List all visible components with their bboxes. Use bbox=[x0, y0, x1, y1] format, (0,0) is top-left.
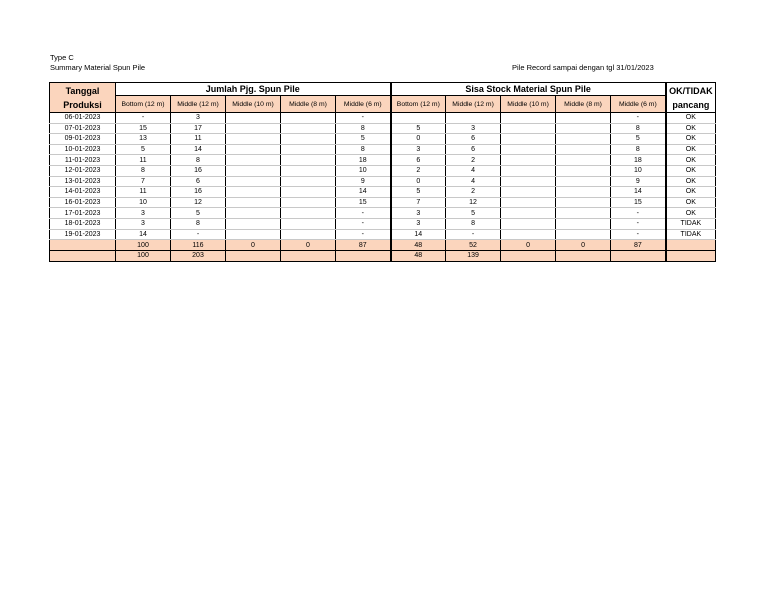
total-label-cell bbox=[50, 250, 116, 261]
spun-pile-summary-table bbox=[49, 82, 716, 262]
jumlah-cell: 3 bbox=[116, 218, 171, 229]
tanggal-header-line1: Tanggal bbox=[65, 85, 100, 96]
sisa-subheader-2: Middle (10 m) bbox=[501, 96, 556, 113]
sisa-subheader-4: Middle (6 m) bbox=[611, 96, 666, 113]
summary-label: Summary Material Spun Pile bbox=[50, 63, 146, 72]
cumulative-totals-row bbox=[50, 250, 716, 261]
table-row bbox=[50, 176, 716, 187]
ok-status-cell: TIDAK bbox=[666, 218, 716, 229]
sisa-cell: 6 bbox=[446, 134, 501, 145]
sisa-cell: 18 bbox=[611, 155, 666, 166]
date-cell: 07-01-2023 bbox=[50, 123, 116, 134]
sisa-subheader-3: Middle (8 m) bbox=[556, 96, 611, 113]
type-label: Type C bbox=[50, 53, 74, 62]
sisa-subheader-1: Middle (12 m) bbox=[446, 96, 501, 113]
table-row bbox=[50, 218, 716, 229]
sisa-cell bbox=[501, 123, 556, 134]
sisa-cell: 4 bbox=[446, 176, 501, 187]
table-row bbox=[50, 144, 716, 155]
jumlah-cell: 11 bbox=[116, 155, 171, 166]
sisa-cell: 14 bbox=[611, 187, 666, 198]
table-row bbox=[50, 134, 716, 145]
jumlah-cell: 12 bbox=[171, 197, 226, 208]
sisa-total-cell: 52 bbox=[446, 240, 501, 251]
jumlah-cell: 7 bbox=[116, 176, 171, 187]
sisa-cell: 8 bbox=[611, 123, 666, 134]
sisa-cell: 10 bbox=[611, 165, 666, 176]
jumlah-total-cell: 87 bbox=[336, 240, 391, 251]
sisa-cell bbox=[501, 218, 556, 229]
sisa-cell bbox=[556, 187, 611, 198]
sisa-cell bbox=[501, 144, 556, 155]
jumlah-subheader-1: Middle (12 m) bbox=[171, 96, 226, 113]
jumlah-cell bbox=[281, 218, 336, 229]
sisa-cell bbox=[556, 165, 611, 176]
sisa-cell: 2 bbox=[446, 187, 501, 198]
jumlah-cell: 11 bbox=[171, 134, 226, 145]
jumlah-cell: 15 bbox=[116, 123, 171, 134]
sisa-total-cell: 87 bbox=[611, 240, 666, 251]
total-label-cell bbox=[50, 240, 116, 251]
jumlah-cell: 8 bbox=[171, 155, 226, 166]
sisa-cell bbox=[556, 218, 611, 229]
table-row bbox=[50, 208, 716, 219]
jumlah-cell bbox=[226, 155, 281, 166]
date-cell: 12-01-2023 bbox=[50, 165, 116, 176]
sisa-subheader-0: Bottom (12 m) bbox=[391, 96, 446, 113]
sisa-cell bbox=[446, 113, 501, 124]
tanggal-header-line2: Produksi bbox=[63, 99, 102, 110]
jumlah-cell: 8 bbox=[116, 165, 171, 176]
jumlah-cell bbox=[226, 187, 281, 198]
jumlah-cell: - bbox=[336, 113, 391, 124]
jumlah-cell bbox=[281, 144, 336, 155]
jumlah-total-cell bbox=[336, 250, 391, 261]
jumlah-cell: 3 bbox=[171, 113, 226, 124]
sisa-total-cell: 0 bbox=[501, 240, 556, 251]
table-row bbox=[50, 155, 716, 166]
sisa-cell bbox=[501, 165, 556, 176]
sisa-cell: 2 bbox=[391, 165, 446, 176]
ok-status-cell: OK bbox=[666, 144, 716, 155]
sisa-cell: 8 bbox=[611, 144, 666, 155]
ok-tidak-header bbox=[666, 83, 716, 113]
jumlah-cell bbox=[281, 165, 336, 176]
jumlah-cell: 10 bbox=[116, 197, 171, 208]
jumlah-cell bbox=[281, 123, 336, 134]
sisa-cell: 0 bbox=[391, 134, 446, 145]
jumlah-cell: 13 bbox=[116, 134, 171, 145]
sisa-cell bbox=[501, 176, 556, 187]
report-header-left bbox=[50, 53, 145, 73]
sisa-total-cell: 0 bbox=[556, 240, 611, 251]
sisa-cell bbox=[556, 123, 611, 134]
jumlah-cell: 5 bbox=[116, 144, 171, 155]
jumlah-total-cell: 100 bbox=[116, 250, 171, 261]
record-date-label: Pile Record sampai dengan tgl 31/01/2023 bbox=[512, 63, 654, 72]
sisa-cell: 7 bbox=[391, 197, 446, 208]
jumlah-subheader-4: Middle (6 m) bbox=[336, 96, 391, 113]
ok-status-cell: OK bbox=[666, 155, 716, 166]
sisa-cell: 0 bbox=[391, 176, 446, 187]
sisa-cell: 5 bbox=[391, 187, 446, 198]
sisa-cell bbox=[556, 208, 611, 219]
sisa-total-cell bbox=[501, 250, 556, 261]
jumlah-cell bbox=[226, 134, 281, 145]
sisa-cell: - bbox=[611, 218, 666, 229]
sisa-stock-group-header: Sisa Stock Material Spun Pile bbox=[391, 83, 666, 96]
ok-header-line1: OK/TIDAK bbox=[669, 85, 713, 96]
sisa-cell bbox=[501, 197, 556, 208]
sisa-cell bbox=[501, 229, 556, 240]
sisa-cell: 5 bbox=[611, 134, 666, 145]
sisa-total-cell: 139 bbox=[446, 250, 501, 261]
jumlah-cell: 18 bbox=[336, 155, 391, 166]
table-row bbox=[50, 187, 716, 198]
jumlah-cell bbox=[281, 229, 336, 240]
sisa-cell: 3 bbox=[391, 218, 446, 229]
sisa-cell bbox=[501, 208, 556, 219]
sisa-cell: 5 bbox=[446, 208, 501, 219]
jumlah-cell: 5 bbox=[171, 208, 226, 219]
jumlah-group-header: Jumlah Pjg. Spun Pile bbox=[116, 83, 391, 96]
sisa-total-cell: 48 bbox=[391, 250, 446, 261]
ok-status-cell: OK bbox=[666, 123, 716, 134]
table-row bbox=[50, 229, 716, 240]
date-cell: 13-01-2023 bbox=[50, 176, 116, 187]
sisa-cell: - bbox=[611, 229, 666, 240]
sisa-cell bbox=[501, 187, 556, 198]
sisa-cell: 14 bbox=[391, 229, 446, 240]
sisa-total-cell bbox=[611, 250, 666, 261]
jumlah-cell bbox=[226, 144, 281, 155]
jumlah-cell bbox=[226, 197, 281, 208]
jumlah-cell: 8 bbox=[336, 144, 391, 155]
jumlah-cell bbox=[226, 176, 281, 187]
sisa-cell bbox=[556, 155, 611, 166]
jumlah-total-cell bbox=[281, 250, 336, 261]
jumlah-total-cell: 0 bbox=[281, 240, 336, 251]
sisa-total-cell: 48 bbox=[391, 240, 446, 251]
date-cell: 10-01-2023 bbox=[50, 144, 116, 155]
jumlah-cell: 8 bbox=[336, 123, 391, 134]
sisa-cell: - bbox=[446, 229, 501, 240]
jumlah-subheader-2: Middle (10 m) bbox=[226, 96, 281, 113]
sisa-cell: - bbox=[611, 113, 666, 124]
sisa-cell bbox=[556, 229, 611, 240]
date-cell: 11-01-2023 bbox=[50, 155, 116, 166]
sisa-cell: 3 bbox=[391, 144, 446, 155]
ok-status-cell: OK bbox=[666, 134, 716, 145]
sisa-cell: 3 bbox=[391, 208, 446, 219]
ok-status-cell: OK bbox=[666, 165, 716, 176]
jumlah-total-cell: 0 bbox=[226, 240, 281, 251]
jumlah-cell bbox=[281, 155, 336, 166]
jumlah-cell bbox=[226, 165, 281, 176]
sisa-cell bbox=[556, 197, 611, 208]
sisa-cell bbox=[501, 134, 556, 145]
jumlah-cell: 3 bbox=[116, 208, 171, 219]
ok-status-cell: OK bbox=[666, 197, 716, 208]
sisa-cell bbox=[391, 113, 446, 124]
sisa-cell bbox=[556, 144, 611, 155]
jumlah-cell: 9 bbox=[336, 176, 391, 187]
jumlah-cell: 5 bbox=[336, 134, 391, 145]
date-cell: 17-01-2023 bbox=[50, 208, 116, 219]
sub-header-row bbox=[50, 96, 716, 113]
jumlah-cell: - bbox=[116, 113, 171, 124]
jumlah-cell bbox=[281, 208, 336, 219]
sisa-cell: - bbox=[611, 208, 666, 219]
date-cell: 09-01-2023 bbox=[50, 134, 116, 145]
sisa-cell: 8 bbox=[446, 218, 501, 229]
jumlah-cell bbox=[226, 113, 281, 124]
sisa-cell bbox=[556, 176, 611, 187]
sisa-cell: 15 bbox=[611, 197, 666, 208]
ok-total-cell bbox=[666, 240, 716, 251]
sisa-cell: 6 bbox=[391, 155, 446, 166]
jumlah-cell: 14 bbox=[171, 144, 226, 155]
jumlah-subheader-0: Bottom (12 m) bbox=[116, 96, 171, 113]
ok-status-cell: OK bbox=[666, 208, 716, 219]
jumlah-cell: 14 bbox=[336, 187, 391, 198]
jumlah-cell: - bbox=[336, 229, 391, 240]
sisa-total-cell bbox=[556, 250, 611, 261]
sisa-cell bbox=[501, 113, 556, 124]
jumlah-total-cell bbox=[226, 250, 281, 261]
ok-status-cell: TIDAK bbox=[666, 229, 716, 240]
jumlah-cell: - bbox=[171, 229, 226, 240]
jumlah-cell: 11 bbox=[116, 187, 171, 198]
tanggal-produksi-header bbox=[50, 83, 116, 113]
jumlah-cell: 14 bbox=[116, 229, 171, 240]
sisa-cell: 2 bbox=[446, 155, 501, 166]
totals-row bbox=[50, 240, 716, 251]
jumlah-cell bbox=[281, 113, 336, 124]
sisa-cell bbox=[556, 113, 611, 124]
table-row bbox=[50, 165, 716, 176]
sisa-cell: 3 bbox=[446, 123, 501, 134]
sisa-cell: 5 bbox=[391, 123, 446, 134]
jumlah-cell: 16 bbox=[171, 187, 226, 198]
ok-status-cell: OK bbox=[666, 187, 716, 198]
sisa-cell: 9 bbox=[611, 176, 666, 187]
sisa-cell: 12 bbox=[446, 197, 501, 208]
ok-status-cell: OK bbox=[666, 176, 716, 187]
jumlah-cell: 17 bbox=[171, 123, 226, 134]
sisa-cell: 6 bbox=[446, 144, 501, 155]
jumlah-cell bbox=[226, 218, 281, 229]
jumlah-cell: 16 bbox=[171, 165, 226, 176]
table-row bbox=[50, 113, 716, 124]
jumlah-cell bbox=[226, 123, 281, 134]
ok-status-cell: OK bbox=[666, 113, 716, 124]
date-cell: 14-01-2023 bbox=[50, 187, 116, 198]
date-cell: 06-01-2023 bbox=[50, 113, 116, 124]
jumlah-cell: 10 bbox=[336, 165, 391, 176]
jumlah-cell bbox=[281, 197, 336, 208]
jumlah-cell: 8 bbox=[171, 218, 226, 229]
sisa-cell: 4 bbox=[446, 165, 501, 176]
jumlah-cell: - bbox=[336, 218, 391, 229]
ok-header-line2: pancang bbox=[672, 99, 710, 110]
jumlah-total-cell: 100 bbox=[116, 240, 171, 251]
jumlah-cell bbox=[226, 229, 281, 240]
jumlah-cell bbox=[281, 134, 336, 145]
sisa-cell bbox=[501, 155, 556, 166]
jumlah-cell bbox=[226, 208, 281, 219]
jumlah-cell bbox=[281, 176, 336, 187]
date-cell: 16-01-2023 bbox=[50, 197, 116, 208]
jumlah-cell bbox=[281, 187, 336, 198]
jumlah-cell: 15 bbox=[336, 197, 391, 208]
jumlah-total-cell: 203 bbox=[171, 250, 226, 261]
table-body bbox=[50, 113, 716, 262]
sisa-cell bbox=[556, 134, 611, 145]
date-cell: 18-01-2023 bbox=[50, 218, 116, 229]
jumlah-cell: 6 bbox=[171, 176, 226, 187]
jumlah-total-cell: 116 bbox=[171, 240, 226, 251]
table-row bbox=[50, 123, 716, 134]
table-row bbox=[50, 197, 716, 208]
jumlah-subheader-3: Middle (8 m) bbox=[281, 96, 336, 113]
date-cell: 19-01-2023 bbox=[50, 229, 116, 240]
ok-total-cell bbox=[666, 250, 716, 261]
jumlah-cell: - bbox=[336, 208, 391, 219]
